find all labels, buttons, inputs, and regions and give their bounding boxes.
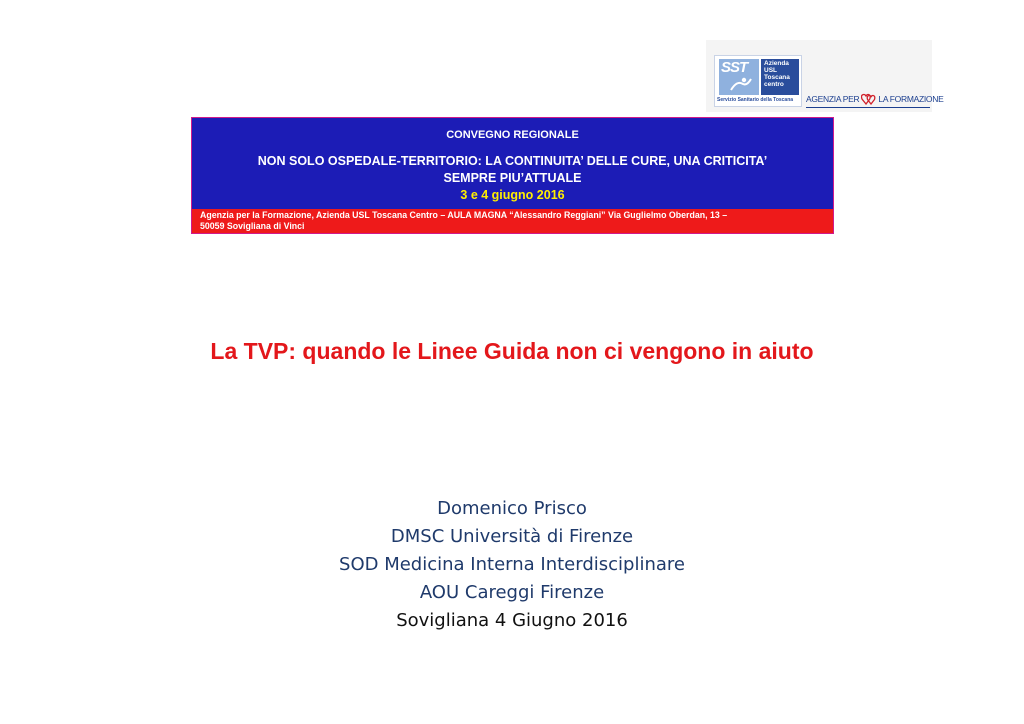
venue-strip <box>192 209 833 233</box>
sst-mark <box>719 59 759 95</box>
conference-title-line2: SEMPRE PIU’ATTUALE <box>443 171 582 185</box>
agenzia-wordmark <box>806 92 943 106</box>
azienda-mark <box>761 59 799 95</box>
banner-blue-section <box>192 118 833 209</box>
venue-line1: Agenzia per la Formazione, Azienda USL Toscana Centro – AULA MAGNA “Alessandro Reggiani” Via Guglielmo Oberdan, 13 – <box>200 210 728 220</box>
conference-dates: 3 e 4 giugno 2016 <box>460 188 565 202</box>
conference-title-line1: NON SOLO OSPEDALE-TERRITORIO: LA CONTINUITA’ DELLE CURE, UNA CRITICITA’ <box>257 154 768 168</box>
author-block <box>0 495 1024 635</box>
agenzia-left-text: AGENZIA PER <box>806 94 860 104</box>
event-banner <box>191 117 834 234</box>
sst-emblem <box>714 55 802 107</box>
author-affiliation-2: SOD Medicina Interna Interdisciplinare <box>339 554 685 575</box>
venue-line2: 50059 Sovigliana di Vinci <box>200 221 305 231</box>
author-affiliation-1: DMSC Università di Firenze <box>390 526 634 547</box>
conference-type: CONVEGNO REGIONALE <box>446 129 579 141</box>
azienda-line: centro <box>764 81 784 88</box>
place-and-date: Sovigliana 4 Giugno 2016 <box>396 610 628 631</box>
author-name: Domenico Prisco <box>437 498 587 519</box>
azienda-line: Toscana <box>764 74 790 81</box>
figure-icon <box>729 76 753 92</box>
agenzia-right-text: LA FORMAZIONE <box>878 94 944 104</box>
azienda-line: USL <box>764 67 777 74</box>
logo-caption: Servizio Sanitario della Toscana <box>717 97 794 103</box>
azienda-line: Azienda <box>764 60 789 67</box>
author-affiliation-3: AOU Careggi Firenze <box>419 582 605 603</box>
logo-underline <box>806 107 930 108</box>
hearts-icon <box>861 93 876 105</box>
organization-logo <box>706 40 944 112</box>
sst-text: SST <box>721 59 748 76</box>
presentation-title: La TVP: quando le Linee Guida non ci vengono in aiuto <box>210 338 814 364</box>
